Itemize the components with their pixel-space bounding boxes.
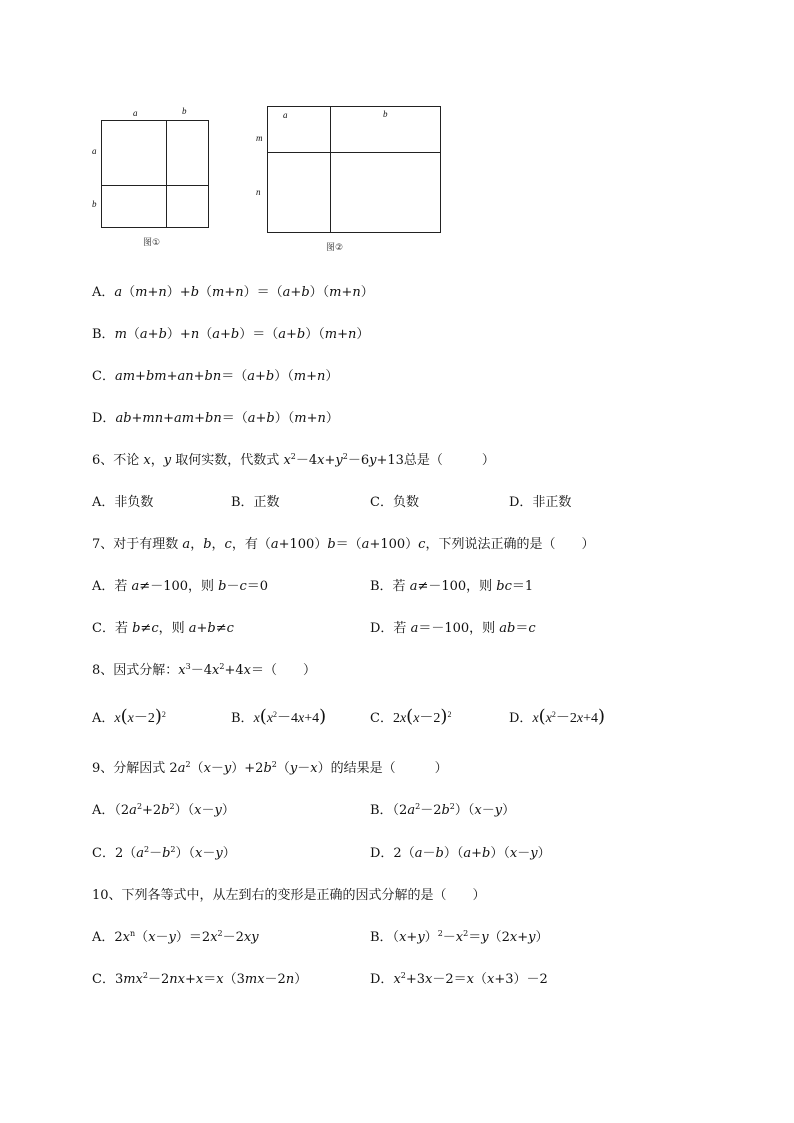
- q8-option-d[interactable]: D．$x(x^2-2x+4)$: [509, 706, 606, 727]
- fig2-label-b-top: b: [383, 109, 388, 119]
- q7-option-d[interactable]: D．若 a＝－100，则 ab＝c: [370, 621, 536, 636]
- q10-option-a[interactable]: A．$2x^n(x-y)=2x^2-2xy$: [92, 929, 259, 945]
- q8-option-c[interactable]: C．$2x(x-2)^2$: [370, 706, 452, 727]
- fig1-square: [101, 120, 209, 228]
- fig1-label-b-top: b: [182, 106, 187, 116]
- fig1-caption: 图①: [143, 238, 161, 248]
- q8-option-a[interactable]: A．$x(x-2)^2$: [92, 706, 166, 727]
- q6-stem: 6、不论 x，y 取何实数，代数式 $x^2-4x+y^2-6y+13$总是（ ）: [92, 452, 495, 468]
- fig1-label-a-top: a: [133, 108, 138, 118]
- fig2-label-m-left: m: [256, 133, 263, 143]
- q9-option-b[interactable]: B．$(2a^2-2b^2)(x-y)$: [370, 802, 516, 818]
- q10-option-b[interactable]: B．$(x+y)^2-x^2=y(2x+y)$: [370, 929, 549, 945]
- fig2-divider-vertical: [330, 106, 331, 233]
- q7-option-b[interactable]: B．若 a≠－100，则 bc＝1: [370, 579, 534, 594]
- q10-stem: 10、下列各等式中，从左到右的变形是正确的因式分解的是（ ）: [92, 888, 486, 903]
- fig1-label-b-left: b: [92, 199, 97, 209]
- q10-option-d[interactable]: D．$x^2+3x-2=x(x+3)-2$: [370, 971, 548, 987]
- q6-option-b[interactable]: B．正数: [231, 495, 280, 510]
- fig2-label-a-top: a: [283, 110, 288, 120]
- q10-option-c[interactable]: C．$3mx^2-2nx+x=x(3mx-2n)$: [92, 971, 308, 987]
- q6-option-a[interactable]: A．非负数: [92, 495, 154, 510]
- q6-option-c[interactable]: C．负数: [370, 495, 419, 510]
- q8-stem: 8、因式分解：$x^3-4x^2+4x=$（ ）: [92, 662, 316, 678]
- q9-option-d[interactable]: D．2（a－b）（a+b）（x－y）: [370, 846, 551, 861]
- q9-option-a[interactable]: A．$(2a^2+2b^2)(x-y)$: [92, 802, 235, 818]
- q7-option-a[interactable]: A．若 a≠－100，则 b－c＝0: [92, 579, 269, 594]
- fig1-divider-vertical: [166, 120, 167, 228]
- fig1-label-a-left: a: [92, 146, 97, 156]
- q5-option-d[interactable]: D．ab+mn+am+bn＝（a+b）（m+n）: [92, 411, 339, 426]
- q5-option-a[interactable]: A．a（m+n）+b（m+n）＝（a+b）（m+n）: [92, 285, 374, 300]
- q5-option-c[interactable]: C．am+bm+an+bn＝（a+b）（m+n）: [92, 369, 339, 384]
- q7-stem: 7、对于有理数 a，b，c，有（a+100）b＝（a+100）c，下列说法正确的是（ ）: [92, 537, 595, 552]
- q9-stem: 9、分解因式 $2a^2(x-y)+2b^2(y-x)$的结果是（ ）: [92, 760, 448, 776]
- q5-option-b[interactable]: B．m（a+b）+n（a+b）＝（a+b）（m+n）: [92, 327, 370, 342]
- q9-option-c[interactable]: C．$2(a^2-b^2)(x-y)$: [92, 845, 236, 861]
- q6-option-d[interactable]: D．非正数: [509, 495, 572, 510]
- q7-option-c[interactable]: C．若 b≠c，则 a+b≠c: [92, 621, 234, 636]
- fig2-divider-horizontal: [267, 152, 441, 153]
- fig2-caption: 图②: [326, 243, 344, 253]
- q8-option-b[interactable]: B．$x(x^2-4x+4)$: [231, 706, 327, 727]
- fig2-label-n-left: n: [256, 187, 261, 197]
- fig1-divider-horizontal: [101, 185, 209, 186]
- fig2-rectangle: [267, 106, 441, 233]
